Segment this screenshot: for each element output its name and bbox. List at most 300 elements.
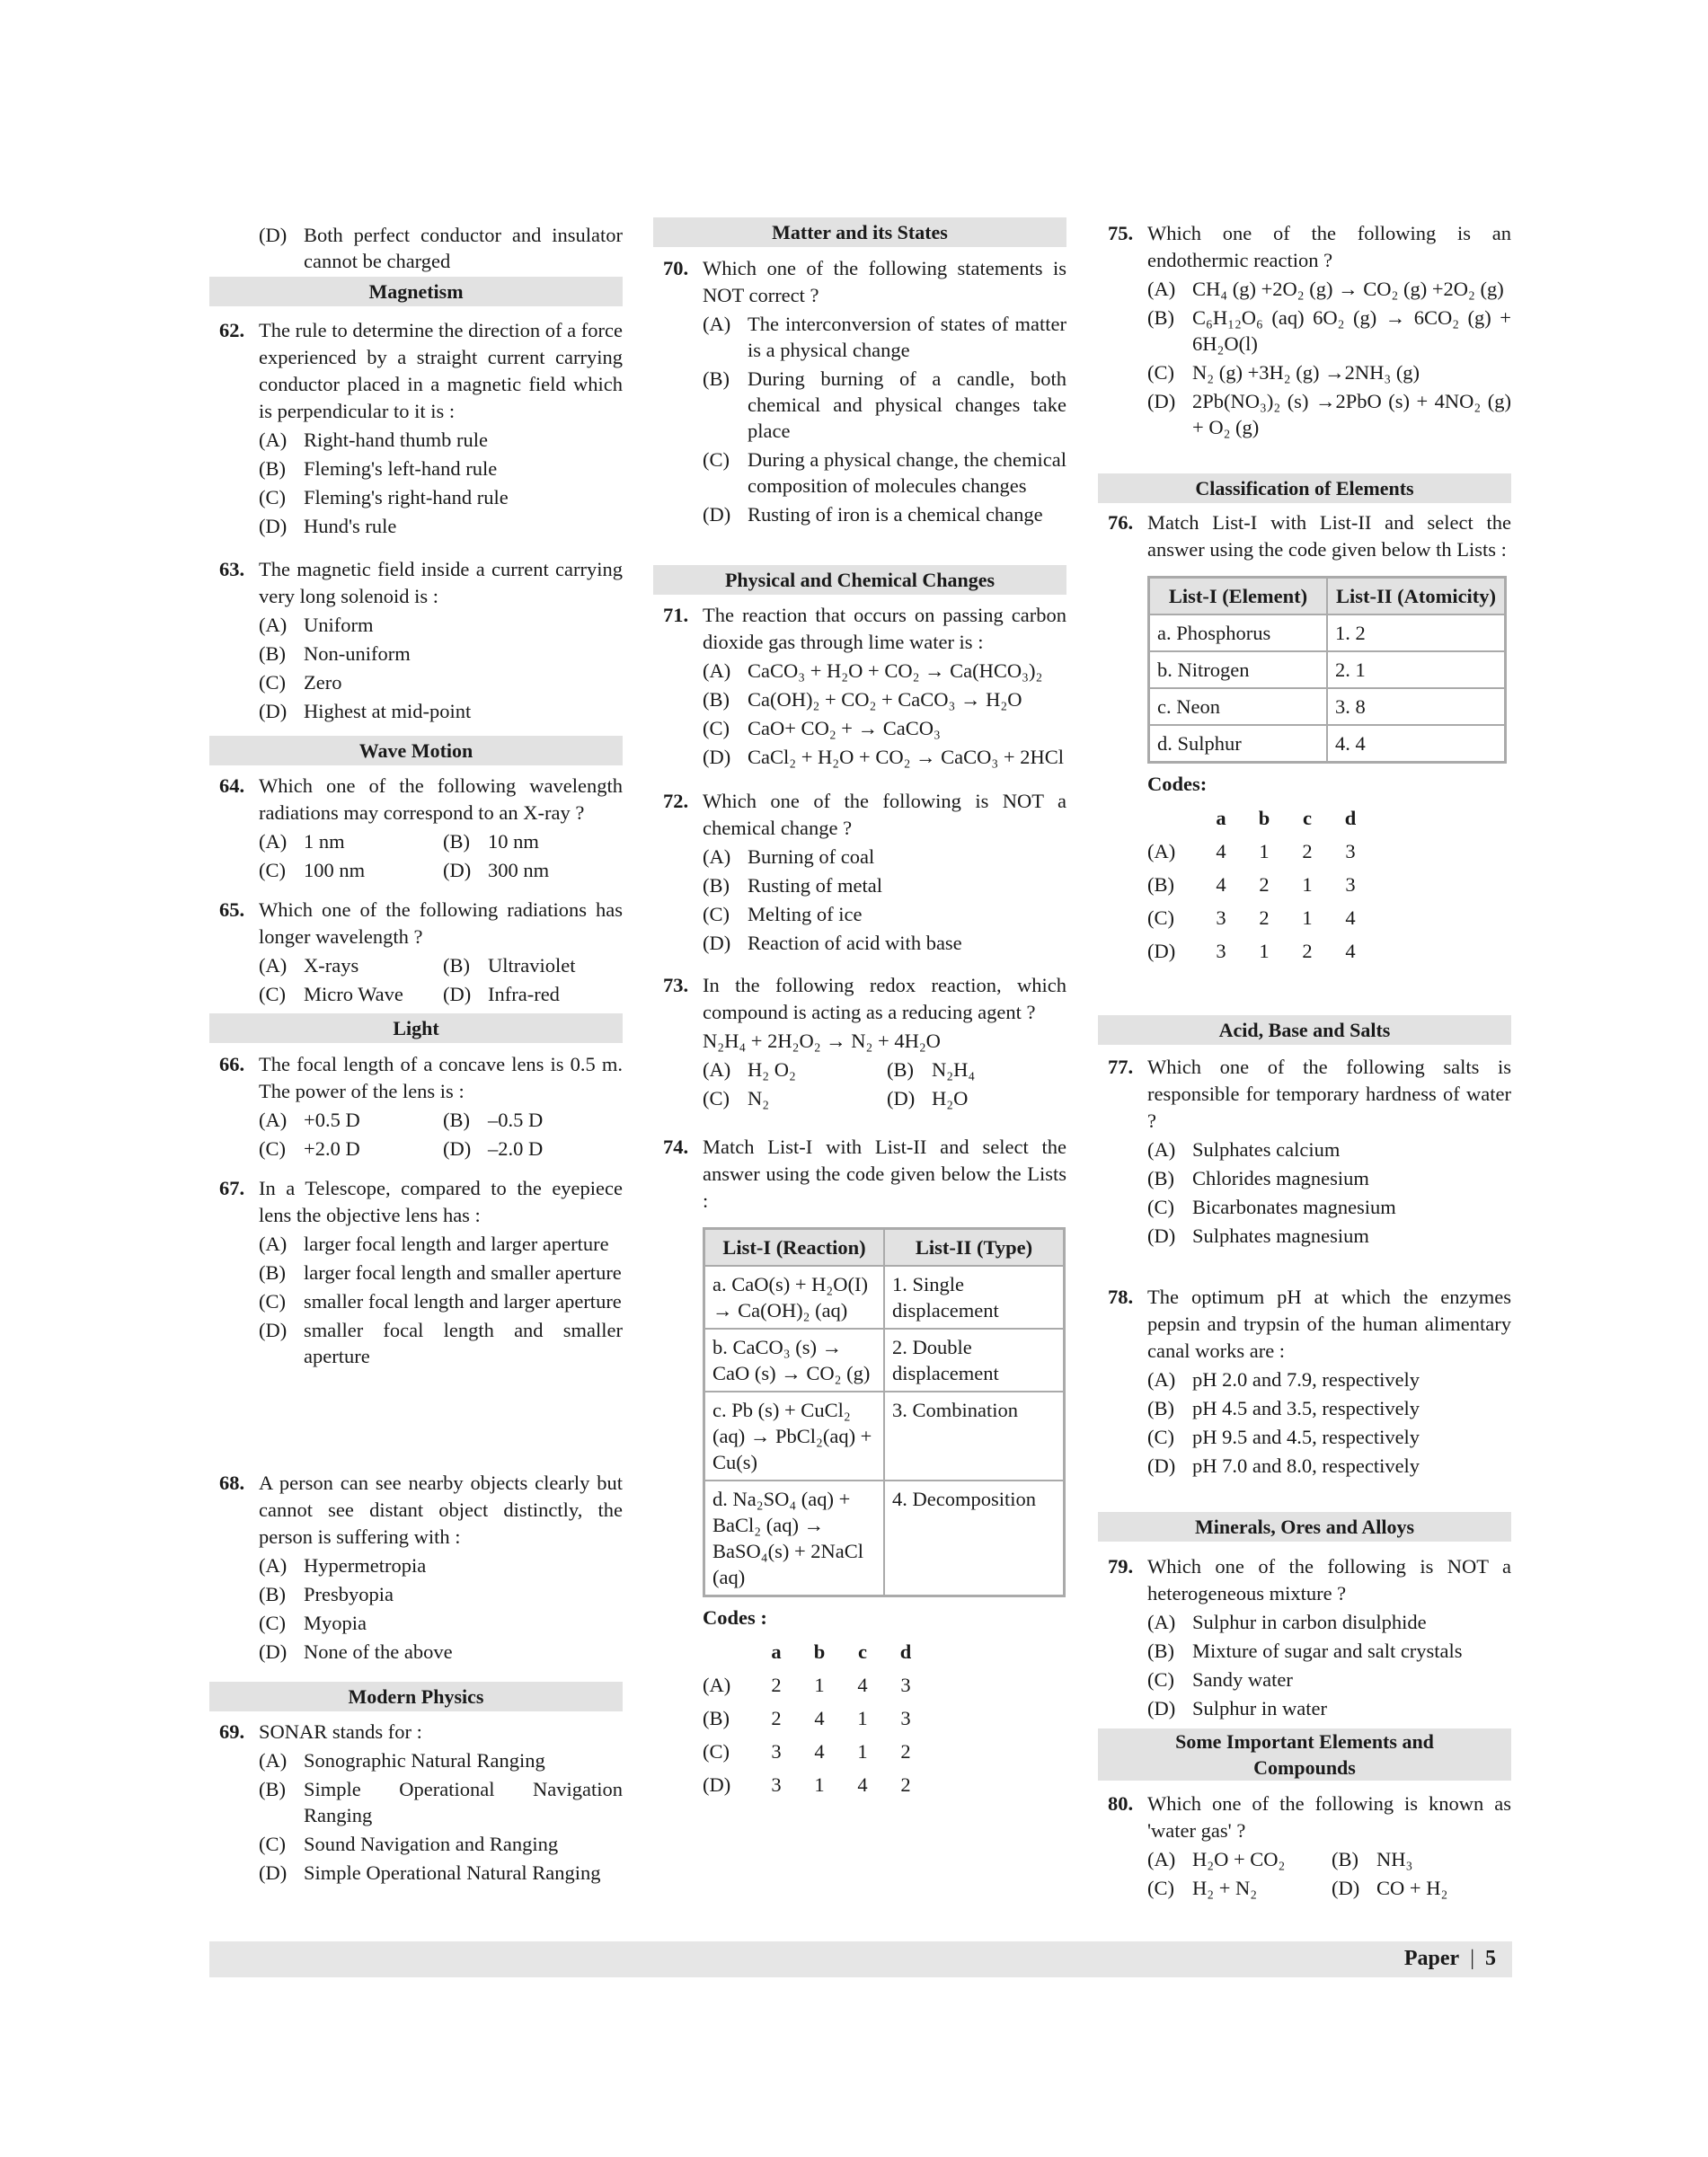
option (259, 1260, 623, 1286)
codes-value: 3 (1216, 906, 1226, 929)
question-number: 79. (1108, 1555, 1134, 1578)
options-list (259, 952, 623, 1010)
codes-value: 2 (1259, 872, 1270, 896)
option-label: (D) (259, 1319, 288, 1341)
option-text: Rusting of metal (748, 874, 882, 897)
option-text: None of the above (304, 1640, 453, 1663)
option-text: Sound Navigation and Ranging (304, 1833, 559, 1855)
question (209, 1175, 623, 1372)
option-label: (C) (259, 1290, 286, 1313)
codes-label: Codes : (703, 1606, 767, 1629)
codes-header-cell: c (858, 1640, 867, 1663)
option-label: (C) (703, 903, 730, 925)
codes-value: 4 (814, 1739, 825, 1763)
option-text: H₂O (932, 1087, 969, 1109)
codes-value: 1 (814, 1772, 825, 1796)
option (259, 1776, 623, 1828)
question-text: A person can see nearby objects clearly but cannot see distant object distinctly, the person is suffering with : (259, 1472, 623, 1548)
option-label: (B) (1147, 1640, 1174, 1662)
option-label: (A) (1147, 278, 1176, 300)
table-header-cell: List-II (Type) (884, 1229, 1065, 1267)
question-continuation (209, 220, 623, 277)
option (1147, 1366, 1511, 1392)
option-text: Both perfect conductor and insulator cannot be charged (304, 224, 623, 272)
question-number: 74. (663, 1136, 689, 1158)
codes-row (703, 1768, 927, 1801)
option (259, 1860, 623, 1886)
option-text: Hund's rule (304, 515, 397, 537)
option (703, 744, 1066, 770)
question-text: Which one of the following radiations has longer wavelength ? (259, 898, 623, 948)
codes-row (1147, 934, 1372, 968)
option-label: (B) (1147, 1397, 1174, 1419)
option-text: Burning of coal (748, 845, 875, 868)
option-label: (C) (1147, 361, 1174, 384)
table-cell: d. Sulphur (1149, 725, 1328, 763)
option-label: (D) (703, 503, 731, 526)
option-text: 100 nm (304, 859, 366, 881)
question (209, 556, 623, 727)
option-text: Bicarbonates magnesium (1192, 1196, 1396, 1218)
option-label: (A) (1147, 1368, 1176, 1391)
codes-row (703, 1735, 927, 1768)
option-label: (D) (1147, 390, 1176, 412)
option (1147, 359, 1511, 385)
table-cell: b. Nitrogen (1149, 651, 1328, 688)
options-list (1147, 1609, 1511, 1721)
section-header: Physical and Chemical Changes (653, 565, 1066, 595)
option (703, 930, 1066, 956)
question-text: In a Telescope, compared to the eyepiece lens the objective lens has : (259, 1177, 623, 1226)
table-header-row (704, 1229, 1065, 1267)
options-list (703, 1056, 1066, 1114)
codes-option-label: (A) (1147, 839, 1176, 862)
option (259, 1581, 623, 1607)
question-text: Match List-I with List-II and select the answer using the code given below the Lists : (703, 1136, 1066, 1212)
option (1147, 1609, 1511, 1635)
codes-value: 3 (900, 1673, 911, 1696)
question-text: The focal length of a concave lens is 0.5 m. The power of the lens is : (259, 1053, 623, 1102)
option-label: (A) (259, 1749, 288, 1772)
codes-option-label: (A) (703, 1673, 731, 1696)
option (1147, 1223, 1511, 1249)
question-text: Which one of the following is NOT a heterogeneous mixture ? (1147, 1555, 1511, 1604)
option-label: (B) (703, 688, 730, 711)
option-label: (C) (1147, 1877, 1174, 1899)
codes-header-cell: b (813, 1640, 826, 1663)
option-label: (A) (259, 1233, 288, 1255)
codes-row (1147, 901, 1372, 934)
codes-value: 3 (1216, 939, 1226, 962)
option-label: (D) (1147, 1697, 1176, 1719)
question (653, 1134, 1066, 1801)
question-number: 76. (1108, 511, 1134, 534)
option-text: X-rays (304, 954, 359, 977)
option (1147, 388, 1511, 440)
codes-value: 4 (1216, 872, 1226, 896)
codes-header-cell: d (1344, 806, 1357, 829)
option-label: (C) (1147, 1668, 1174, 1691)
option-label: (B) (259, 1261, 286, 1284)
page-number: 5 (1485, 1947, 1496, 1970)
option-label: (B) (1147, 306, 1174, 329)
option-text: Sulphur in carbon disulphide (1192, 1611, 1427, 1633)
codes-value: 2 (900, 1739, 911, 1763)
question-number: 62. (219, 319, 245, 341)
option-label: (A) (259, 429, 288, 451)
table-cell: 2. Double displacement (884, 1329, 1065, 1392)
codes-value: 2 (1302, 939, 1313, 962)
option-text: Rusting of iron is a chemical change (748, 503, 1043, 526)
question-number: 80. (1108, 1792, 1134, 1815)
option (443, 828, 623, 854)
codes-table (703, 1635, 927, 1801)
codes-value: 4 (814, 1706, 825, 1729)
option (259, 952, 443, 978)
question (209, 897, 623, 1010)
option-label: (B) (443, 830, 470, 853)
option (703, 311, 1066, 363)
option-text: Highest at mid-point (304, 700, 472, 722)
question-number: 72. (663, 790, 689, 812)
option (703, 366, 1066, 444)
codes-option-label: (B) (703, 1706, 730, 1729)
table-row (1149, 614, 1506, 651)
option-label: (A) (1147, 1611, 1176, 1633)
option-text: Simple Operational Navigation Ranging (304, 1778, 623, 1826)
table-cell: c. Neon (1149, 688, 1328, 725)
question-number: 75. (1108, 222, 1134, 244)
section-header: Acid, Base and Salts (1098, 1015, 1511, 1045)
question (209, 1051, 623, 1164)
question (209, 1470, 623, 1667)
option (259, 1639, 623, 1665)
option (703, 872, 1066, 898)
codes-value: 4 (857, 1673, 868, 1696)
option-label: (C) (259, 1612, 286, 1634)
question-number: 78. (1108, 1286, 1134, 1308)
options-list (259, 1231, 623, 1369)
question-number: 73. (663, 974, 689, 996)
option-label: (A) (703, 313, 731, 335)
option (887, 1056, 1066, 1083)
codes-header-row (703, 1635, 927, 1668)
option-text: 300 nm (488, 859, 550, 881)
options-list (703, 311, 1066, 527)
option-text: Chlorides magnesium (1192, 1167, 1369, 1189)
option-text: During a physical change, the chemical composition of molecules changes (748, 448, 1066, 497)
codes-value: 2 (771, 1673, 782, 1696)
option-text: The interconversion of states of matter is a physical change (748, 313, 1066, 361)
codes-value: 1 (1302, 872, 1313, 896)
option-text: 10 nm (488, 830, 539, 853)
option-text: H₂O + CO₂ (1192, 1848, 1286, 1870)
option-label: (C) (703, 717, 730, 739)
option (259, 1317, 623, 1369)
option-text: N₂ (g) +3H₂ (g) →2NH₃ (g) (1192, 361, 1420, 384)
codes-value: 4 (1345, 939, 1356, 962)
option-label: (B) (259, 457, 286, 480)
option (259, 484, 623, 510)
option (259, 612, 623, 638)
options-list (259, 222, 623, 274)
option (1147, 1395, 1511, 1421)
options-list (259, 1552, 623, 1665)
options-list (1147, 1366, 1511, 1479)
question-text: Which one of the following is known as 'water gas' ? (1147, 1792, 1511, 1842)
option-text: Fleming's left-hand rule (304, 457, 498, 480)
option (443, 1136, 623, 1162)
option-label: (C) (703, 1087, 730, 1109)
question-text: Which one of the following salts is responsible for temporary hardness of water ? (1147, 1056, 1511, 1132)
question-text: The reaction that occurs on passing carbon dioxide gas through lime water is : (703, 604, 1066, 653)
codes-value: 3 (771, 1739, 782, 1763)
option (259, 1107, 443, 1133)
question (1098, 1284, 1511, 1481)
option (259, 828, 443, 854)
question-text: SONAR stands for : (259, 1720, 422, 1743)
footer-separator: | (1470, 1947, 1474, 1970)
codes-value: 2 (900, 1772, 911, 1796)
codes-value: 3 (1345, 872, 1356, 896)
question (653, 972, 1066, 1114)
options-list (259, 1107, 623, 1164)
codes-value: 1 (857, 1739, 868, 1763)
option (259, 1136, 443, 1162)
option (1147, 305, 1511, 357)
option-label: (B) (259, 1583, 286, 1605)
option-text: –0.5 D (488, 1109, 544, 1131)
option (259, 455, 623, 482)
table-row (1149, 725, 1506, 763)
option (1147, 1638, 1511, 1664)
option-text: Uniform (304, 614, 374, 636)
option-label: (C) (259, 486, 286, 508)
option-text: 1 nm (304, 830, 345, 853)
option (259, 1747, 623, 1773)
section-header: Some Important Elements and Compounds (1098, 1728, 1511, 1781)
codes-corner (703, 1635, 755, 1668)
options-list (259, 612, 623, 724)
option (887, 1085, 1066, 1111)
option (443, 857, 623, 883)
section-header: Modern Physics (209, 1682, 623, 1711)
option-text: Sandy water (1192, 1668, 1293, 1691)
option-label: (A) (259, 614, 288, 636)
option-label: (A) (1147, 1848, 1176, 1870)
option-text: Micro Wave (304, 983, 403, 1005)
option-label: (D) (1147, 1224, 1176, 1247)
codes-label: Codes: (1147, 773, 1208, 795)
codes-value: 3 (1345, 839, 1356, 862)
codes-option-label: (C) (703, 1739, 730, 1763)
question-number: 77. (1108, 1056, 1134, 1078)
option (443, 981, 623, 1007)
option-text: pH 4.5 and 3.5, respectively (1192, 1397, 1420, 1419)
option-text: Ultraviolet (488, 954, 576, 977)
option (1332, 1875, 1511, 1901)
question (209, 773, 623, 886)
option-label: (B) (259, 1778, 286, 1800)
question-text: The magnetic field inside a current carrying very long solenoid is : (259, 558, 623, 607)
option-label: (C) (259, 1833, 286, 1855)
codes-header-row (1147, 801, 1372, 835)
option-text: pH 7.0 and 8.0, respectively (1192, 1454, 1420, 1477)
options-list (259, 828, 623, 886)
codes-value: 2 (771, 1706, 782, 1729)
table-cell: 3. Combination (884, 1392, 1065, 1481)
option (1147, 1875, 1332, 1901)
question-text: Match List-I with List-II and select the answer using the code given below th Lists : (1147, 511, 1511, 561)
section-header: Wave Motion (209, 736, 623, 765)
codes-value: 2 (1302, 839, 1313, 862)
question-number: 71. (663, 604, 689, 626)
option (259, 669, 623, 695)
table-cell: 3. 8 (1327, 688, 1506, 725)
option-text: Reaction of acid with base (748, 932, 962, 954)
option (703, 446, 1066, 499)
option-label: (A) (259, 954, 288, 977)
option-text: NH₃ (1376, 1848, 1413, 1870)
codes-value: 3 (900, 1706, 911, 1729)
codes-corner (1147, 801, 1199, 835)
option (259, 1610, 623, 1636)
option-label: (C) (259, 671, 286, 694)
options-list (1147, 1136, 1511, 1249)
option-text: CO + H₂ (1376, 1877, 1448, 1899)
table-row (704, 1481, 1065, 1596)
question-number: 67. (219, 1177, 245, 1199)
option (1147, 1165, 1511, 1191)
codes-header-cell: b (1258, 806, 1270, 829)
table-row (1149, 651, 1506, 688)
option-text: Infra-red (488, 983, 560, 1005)
reaction-equation: N₂H₄ + 2H₂O₂ → N₂ + 4H₂O (703, 1030, 941, 1052)
option-text: N₂ (748, 1087, 770, 1109)
option-label: (A) (259, 830, 288, 853)
option (259, 641, 623, 667)
option-text: Mixture of sugar and salt crystals (1192, 1640, 1463, 1662)
option-text: Ca(OH)₂ + CO₂ + CaCO₃ → H₂O (748, 688, 1022, 711)
options-list (1147, 1846, 1511, 1904)
option-label: (D) (443, 983, 472, 1005)
question-number: 65. (219, 898, 245, 921)
option (1147, 1666, 1511, 1693)
table-header-cell: List-I (Reaction) (704, 1229, 885, 1267)
table-cell: 2. 1 (1327, 651, 1506, 688)
option (259, 981, 443, 1007)
option (703, 844, 1066, 870)
option (259, 222, 623, 274)
codes-value: 4 (1345, 906, 1356, 929)
codes-option-label: (D) (1147, 939, 1176, 962)
question-text: Which one of the following statements is NOT correct ? (703, 257, 1066, 306)
question (1098, 509, 1511, 968)
page-footer (1404, 1947, 1496, 1971)
question (1098, 1553, 1511, 1724)
option-label: (B) (1332, 1848, 1358, 1870)
codes-row (703, 1668, 927, 1702)
codes-row (703, 1702, 927, 1735)
codes-value: 3 (771, 1772, 782, 1796)
question (653, 255, 1066, 530)
codes-value: 2 (1259, 906, 1270, 929)
codes-option-label: (B) (1147, 872, 1174, 896)
table-row (704, 1266, 1065, 1329)
option-label: (D) (887, 1087, 916, 1109)
option-text: +2.0 D (304, 1137, 360, 1160)
option-label: (A) (1147, 1138, 1176, 1161)
option-text: H₂ + N₂ (1192, 1877, 1258, 1899)
option-text: Non-uniform (304, 642, 411, 665)
option (259, 1831, 623, 1857)
option-text: +0.5 D (304, 1109, 360, 1131)
option-text: 2Pb(NO₃)₂ (s) →2PbO (s) + 4NO₂ (g) + O₂ (g) (1192, 390, 1511, 438)
table-row (1149, 688, 1506, 725)
option (703, 658, 1066, 684)
option-label: (D) (259, 1861, 288, 1884)
option (1332, 1846, 1511, 1872)
option-label: (A) (703, 845, 731, 868)
option-label: (D) (259, 224, 288, 246)
option-label: (A) (703, 1058, 731, 1081)
option-label: (C) (1147, 1426, 1174, 1448)
codes-header-cell: d (899, 1640, 912, 1663)
question (653, 602, 1066, 773)
codes-value: 1 (1302, 906, 1313, 929)
option-text: Sulphur in water (1192, 1697, 1327, 1719)
option-label: (D) (259, 1640, 288, 1663)
option-label: (D) (443, 1137, 472, 1160)
section-header: Magnetism (209, 277, 623, 306)
section-header: Matter and its States (653, 217, 1066, 247)
options-list (1147, 276, 1511, 440)
option-text: Simple Operational Natural Ranging (304, 1861, 601, 1884)
table-row (704, 1392, 1065, 1481)
match-table (703, 1227, 1066, 1597)
table-cell: c. Pb (s) + CuCl₂ (aq) → PbCl₂(aq) + Cu(s) (704, 1392, 885, 1481)
option-text: larger focal length and larger aperture (304, 1233, 609, 1255)
section-header: Classification of Elements (1098, 473, 1511, 503)
option-label: (B) (703, 874, 730, 897)
question-text: Which one of the following is an endothermic reaction ? (1147, 222, 1511, 271)
codes-table (1147, 801, 1372, 968)
option (259, 1288, 623, 1314)
option-text: smaller focal length and smaller aperture (304, 1319, 623, 1367)
question-text: Which one of the following wavelength radiations may correspond to an X-ray ? (259, 774, 623, 824)
option-text: Sulphates calcium (1192, 1138, 1341, 1161)
question-number: 66. (219, 1053, 245, 1075)
option (443, 952, 623, 978)
option-text: –2.0 D (488, 1137, 544, 1160)
option-label: (D) (443, 859, 472, 881)
option-text: Right-hand thumb rule (304, 429, 488, 451)
question (653, 788, 1066, 959)
option (1147, 1846, 1332, 1872)
option-label: (A) (259, 1109, 288, 1131)
table-cell: 1. Single displacement (884, 1266, 1065, 1329)
option (703, 686, 1066, 712)
question (1098, 1790, 1511, 1904)
match-table (1147, 576, 1507, 764)
option-text: Presbyopia (304, 1583, 394, 1605)
option-text: smaller focal length and larger aperture (304, 1290, 622, 1313)
table-cell: a. Phosphorus (1149, 614, 1328, 651)
option-label: (B) (443, 1109, 470, 1131)
option-text: During burning of a candle, both chemical and physical changes take place (748, 367, 1066, 442)
option (259, 427, 623, 453)
question-number: 64. (219, 774, 245, 797)
